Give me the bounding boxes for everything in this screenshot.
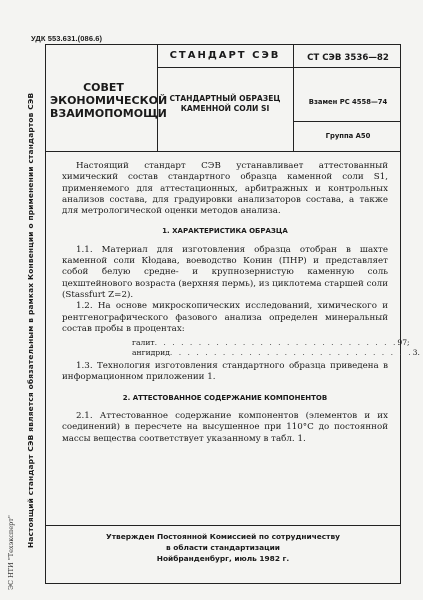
standard-title: СТАНДАРТ СЭВ: [169, 50, 281, 61]
footer-line: в области стандартизации: [166, 543, 280, 552]
paragraph-1-1: 1.1. Материал для изготовления образца отобран в шахте каменной соли Кłодава, воеводство Конин (ПНР) и представляет собой белую средне- и крупнозернистую каменную соль цехштейнового возраста (верхняя пермь), из циклотема старшей соли (Stassfurt Z=2).: [62, 244, 388, 300]
mineral-value: 3.: [412, 348, 420, 358]
footer-line: Утвержден Постоянной Комиссией по сотрудничеству: [106, 532, 340, 541]
mineral-name: галит: [132, 338, 155, 348]
standard-code: СТ СЭВ 3536—82: [307, 53, 389, 63]
group-code: Группа А50: [325, 132, 371, 140]
approval-footer: [46, 525, 400, 564]
intro-paragraph: Настоящий стандарт СЭВ устанавливает аттестованный химический состав стандартного образца каменной соли S1, применяемого для аттестационных, арбитражных и контрольных анализов состава, для градуировки анализаторов состава, а также для метрологической оценки методов анализа.: [62, 161, 388, 217]
mineral-list: [132, 338, 420, 358]
header-rule: [293, 121, 401, 122]
leader-dots: . . . . . . . . . . . . . . . . . . . . . . . . . . . .: [154, 338, 398, 348]
sample-title-line: КАМЕННОЙ СОЛИ SI: [180, 104, 270, 113]
council-line: ЭКОНОМИЧЕСКОЙ: [50, 94, 168, 107]
header-block: [46, 45, 400, 152]
standard-page-frame: [45, 44, 420, 584]
source-stamp: ЭС НТИ "Техэксперт": [7, 515, 15, 590]
section-title: 1. ХАРАКТЕРИСТИКА ОБРАЗЦА: [162, 227, 288, 236]
document-body: [62, 161, 420, 445]
section-title: 2. АТТЕСТОВАННОЕ СОДЕРЖАНИЕ КОМПОНЕНТОВ: [122, 393, 328, 402]
leader-dots: . . . . . . . . . . . . . . . . . . . . . . . . . . . .: [169, 348, 413, 358]
side-mandatory-note: Настоящий стандарт СЭВ является обязательным в рамках Конвенции о применении стандартов СЭВ: [26, 92, 35, 548]
mineral-name: ангидрид: [132, 348, 170, 358]
mineral-value: 97;: [397, 338, 410, 348]
council-line: ВЗАИМОПОМОЩИ: [50, 107, 167, 120]
list-item: [132, 348, 420, 358]
paragraph-2-1: 2.1. Аттестованное содержание компонентов (элементов и их соединений) в пересчете на высушенное при 110°С до постоянной массы вещества соответствует указанному в табл. 1.: [62, 411, 388, 444]
udk-code: УДК 553.631.(086.6): [31, 34, 103, 43]
footer-line: Нойбранденбург, июль 1982 г.: [156, 554, 290, 563]
council-line: СОВЕТ: [83, 81, 124, 94]
sample-title: [158, 94, 292, 114]
sample-title-line: СТАНДАРТНЫЙ ОБРАЗЕЦ: [169, 94, 281, 103]
paragraph-1-2: 1.2. На основе микроскопических исследований, химического и рентгенографического фазового анализа определен минеральный состав пробы в процентах:: [62, 301, 388, 334]
header-rule: [157, 67, 401, 68]
replaces-note: Взамен РС 4558—74: [308, 98, 388, 106]
paragraph-1-3: 1.3. Технология изготовления стандартного образца приведена в информационном приложении 1.: [62, 361, 388, 383]
list-item: [132, 338, 410, 348]
council-name: [50, 81, 168, 120]
